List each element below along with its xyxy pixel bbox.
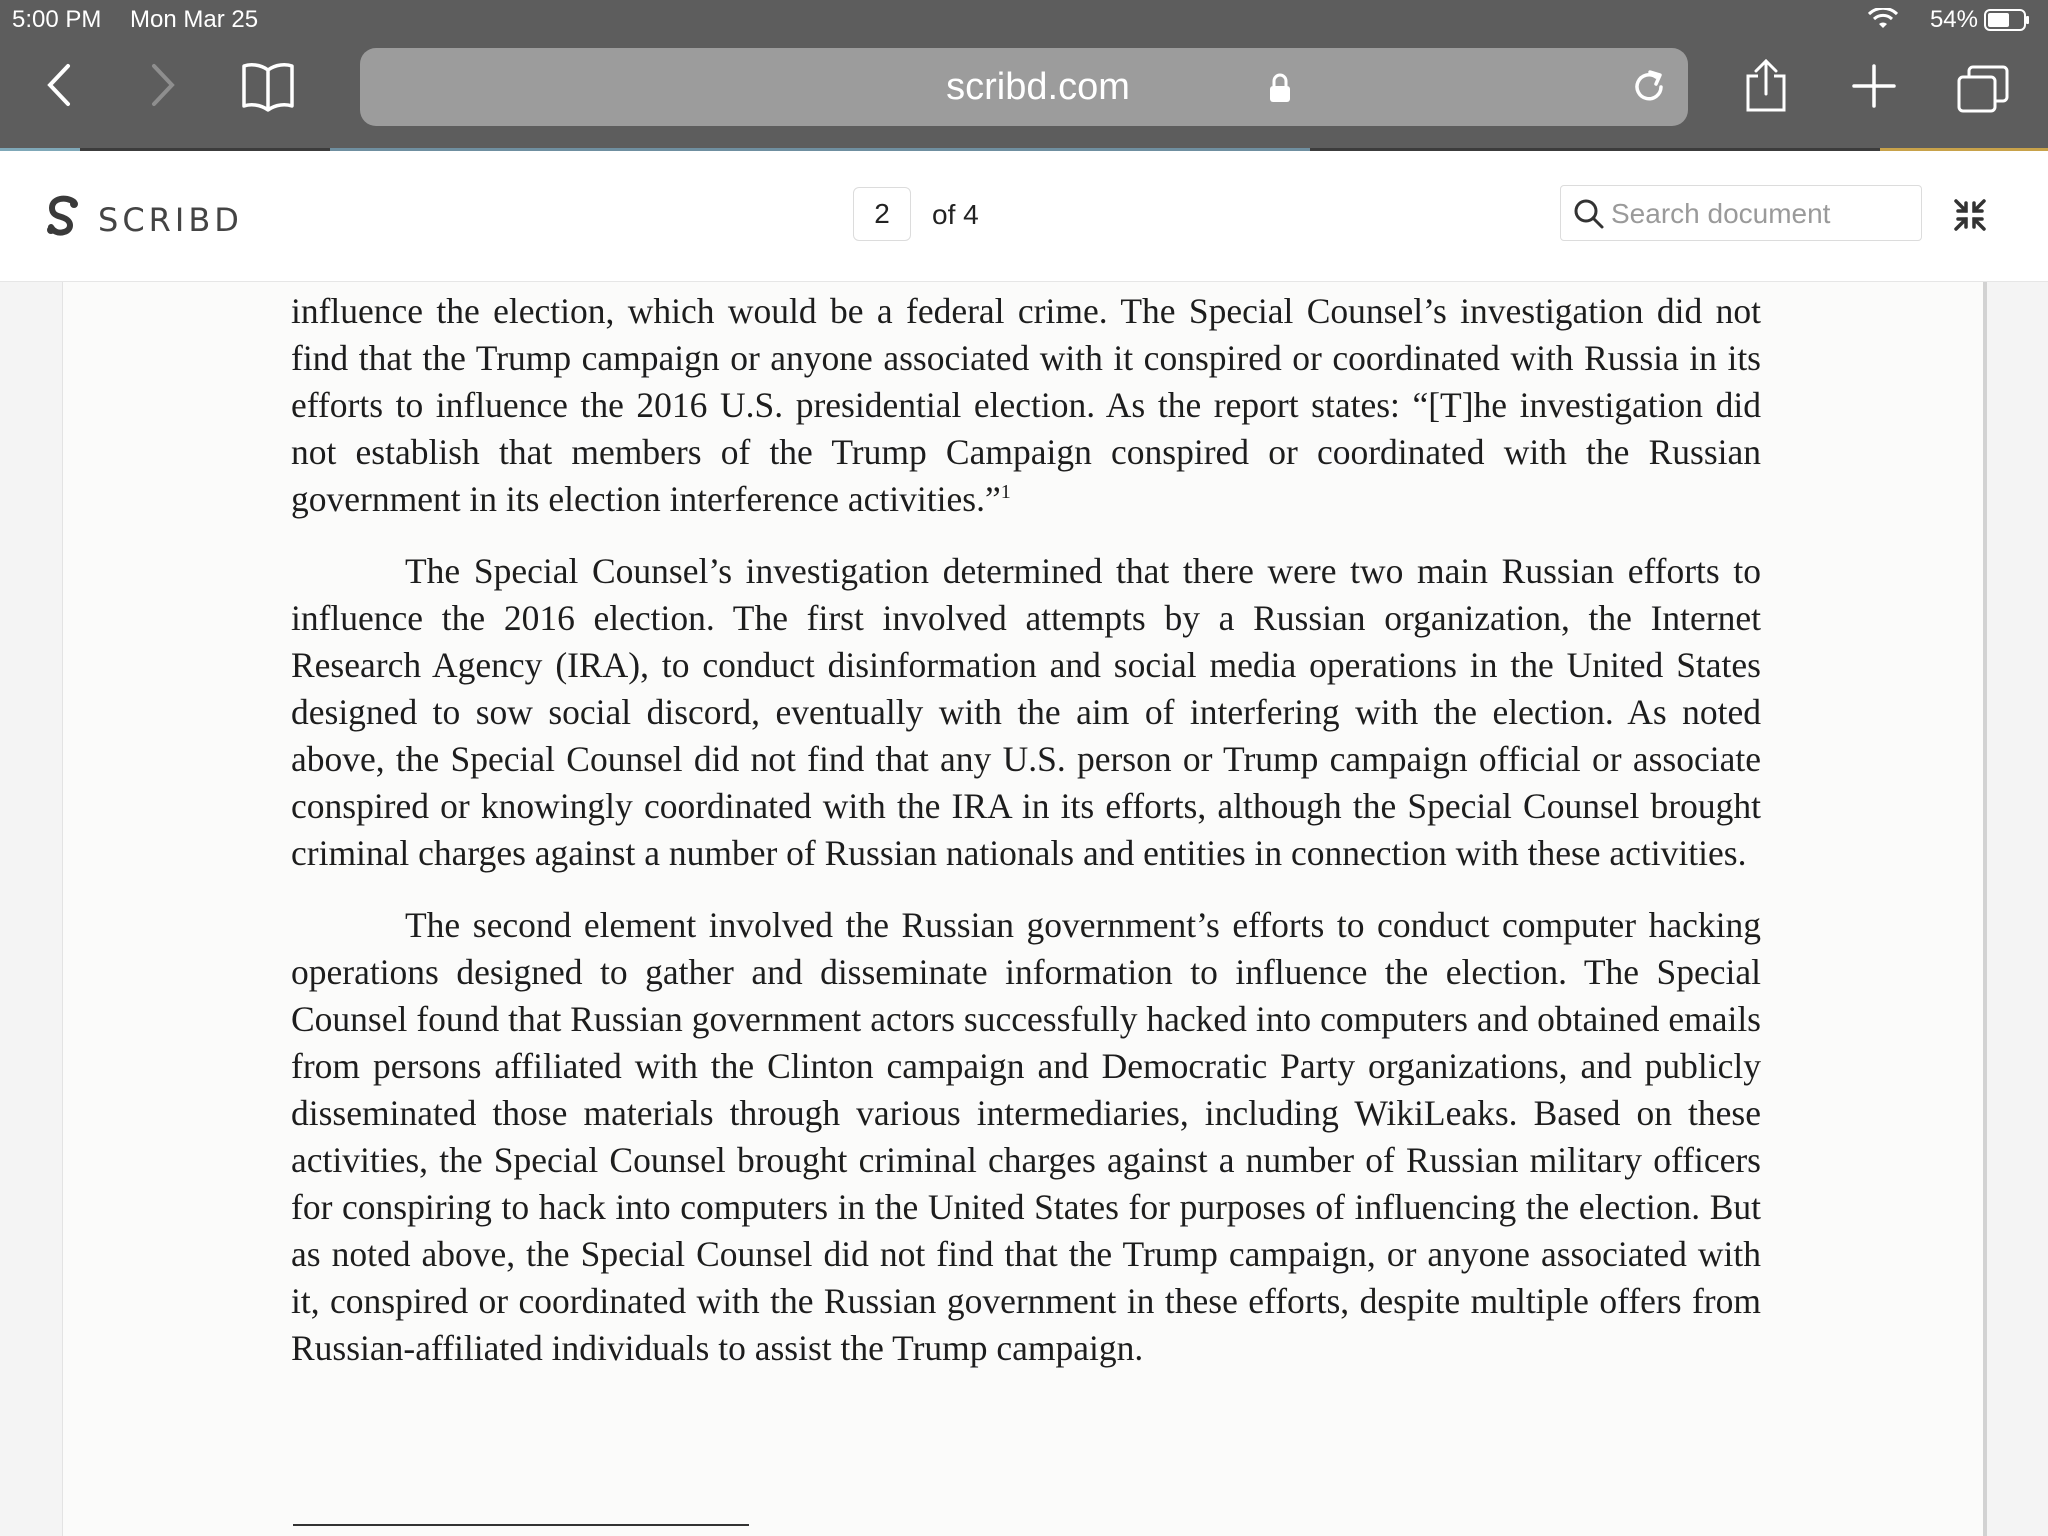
paragraph-text: influence the election, which would be a federal crime. The Special Counsel’s investigation did not find that the Trump campaign or anyone associated with it conspired or coordinated with Russia in its efforts to influence the 2016 U.S. presidential election. As the report states: “[T]he investigation did not establish that members of the Trump Campaign conspired or coordinated with the Russian government in its election interference activities.” xyxy=(291,291,1761,519)
document-text xyxy=(291,288,1761,1397)
plus-icon[interactable] xyxy=(1850,62,1898,110)
status-date: Mon Mar 25 xyxy=(130,6,259,33)
document-page xyxy=(62,282,1987,1536)
page-total: of 4 xyxy=(932,199,979,230)
address-bar[interactable] xyxy=(360,48,1688,126)
search-box[interactable] xyxy=(1560,185,1922,241)
page-number-input[interactable]: 2 xyxy=(853,187,911,241)
forward-icon[interactable] xyxy=(142,60,182,110)
browser-chrome xyxy=(0,0,2048,150)
back-icon[interactable] xyxy=(40,60,80,110)
status-time: 5:00 PM xyxy=(12,6,102,33)
url-text: scribd.com xyxy=(946,66,1130,108)
paragraph xyxy=(291,288,1761,523)
search-input[interactable] xyxy=(1609,186,1913,242)
search-icon xyxy=(1573,198,1605,230)
footnote-marker[interactable]: 1 xyxy=(1000,481,1011,504)
status-bar xyxy=(0,0,2048,40)
paragraph: The Special Counsel’s investigation determined that there were two main Russian efforts to influence the 2016 election. The first involved attempts by a Russian organization, the Internet Research Agency (IRA), to conduct disinformation and social media operations in the United States designed to sow social discord, eventually with the aim of interfering with the election. As noted above, the Special Counsel did not find that any U.S. person or Trump campaign official or associate conspired or knowingly coordinated with the IRA in its efforts, although the Special Counsel brought criminal charges against a number of Russian nationals and entities in connection with these activities. xyxy=(291,551,1761,873)
footnote-divider xyxy=(293,1524,749,1526)
book-icon[interactable] xyxy=(240,60,296,112)
document-viewer[interactable] xyxy=(0,282,2048,1536)
battery-percent: 54% xyxy=(1929,6,1978,33)
collapse-fullscreen-icon[interactable] xyxy=(1952,197,1988,233)
share-icon[interactable] xyxy=(1742,58,1790,114)
tabs-icon[interactable] xyxy=(1956,64,2010,114)
reload-icon[interactable] xyxy=(1628,66,1670,108)
scribd-wordmark[interactable]: SCRIBD xyxy=(98,201,243,239)
scribd-toolbar xyxy=(0,151,2048,282)
wifi-icon xyxy=(1868,8,1898,30)
paragraph: The second element involved the Russian government’s efforts to conduct computer hacking operations designed to gather and disseminate information to influence the election. The Special Counsel found that Russian government actors successfully hacked into computers and obtained emails from persons affiliated with the Clinton campaign and Democratic Party organizations, and publicly disseminated those materials through various intermediaries, including WikiLeaks. Based on these activities, the Special Counsel brought criminal charges against a number of Russian military officers for conspiring to hack into computers in the United States for purposes of influencing the election. But as noted above, the Special Counsel did not find that the Trump campaign, or anyone associated with it, conspired or coordinated with the Russian government in these efforts, despite multiple offers from Russian-affiliated individuals to assist the Trump campaign. xyxy=(291,905,1761,1368)
battery-icon xyxy=(1984,9,2030,31)
scribd-logo-icon[interactable] xyxy=(44,194,82,240)
